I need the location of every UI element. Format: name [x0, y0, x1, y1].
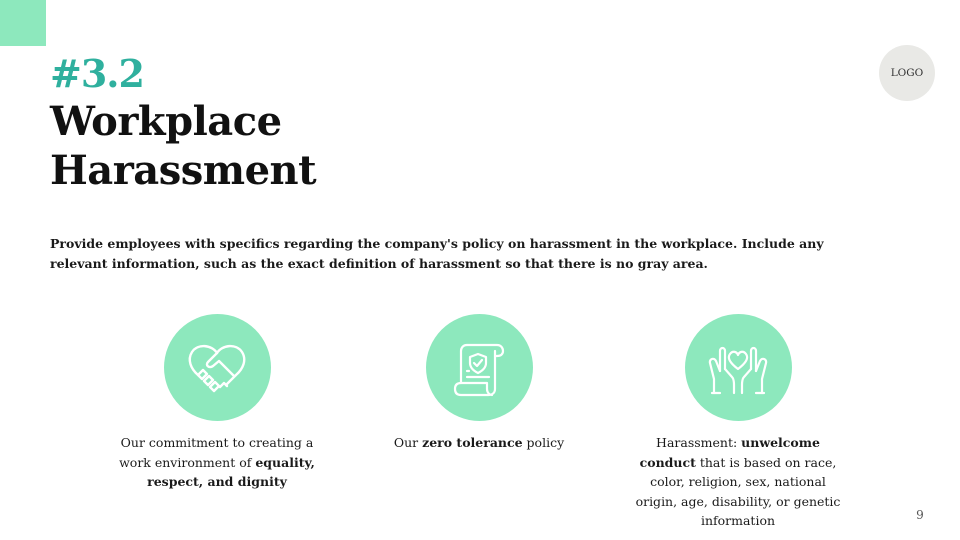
feature-caption [369, 433, 589, 453]
caption-text-end: that is based on race, color, religion, sex, national origin, age, disability, or genetic information [635, 454, 841, 528]
logo-placeholder [879, 45, 935, 101]
feature-caption [628, 433, 848, 531]
caption-emphasis: equality, respect, and dignity [147, 454, 315, 489]
feature-icon-circle [426, 314, 533, 421]
feature-equality [107, 314, 327, 492]
feature-caption [107, 433, 327, 492]
caption-emphasis: unwelcome conduct [639, 435, 820, 470]
caption-emphasis: zero tolerance [422, 435, 523, 450]
intro-paragraph: Provide employees with specifics regarding the company's policy on harassment in the workplace. Include any relevant information, such as the exact definition of harassment so that there is no gray area. [50, 236, 824, 271]
caption-text: Our commitment to creating a work environment of [119, 435, 314, 470]
feature-icon-circle [164, 314, 271, 421]
caption-text: Our [393, 435, 423, 450]
handshake-heart-icon [186, 343, 248, 393]
feature-definition [628, 314, 848, 531]
caption-text-end: policy [522, 435, 565, 450]
feature-icon-circle [685, 314, 792, 421]
caption-text: Harassment: [656, 435, 742, 450]
feature-zero-tolerance [369, 314, 589, 453]
hands-holding-heart-icon [706, 339, 770, 397]
page-number: 9 [916, 508, 924, 522]
slide-title: Workplace Harassment [50, 98, 317, 194]
corner-accent-square [0, 0, 46, 46]
logo-text: LOGO [890, 67, 924, 79]
policy-scroll-shield-icon [451, 339, 507, 397]
section-number: #3.2 [50, 51, 144, 96]
